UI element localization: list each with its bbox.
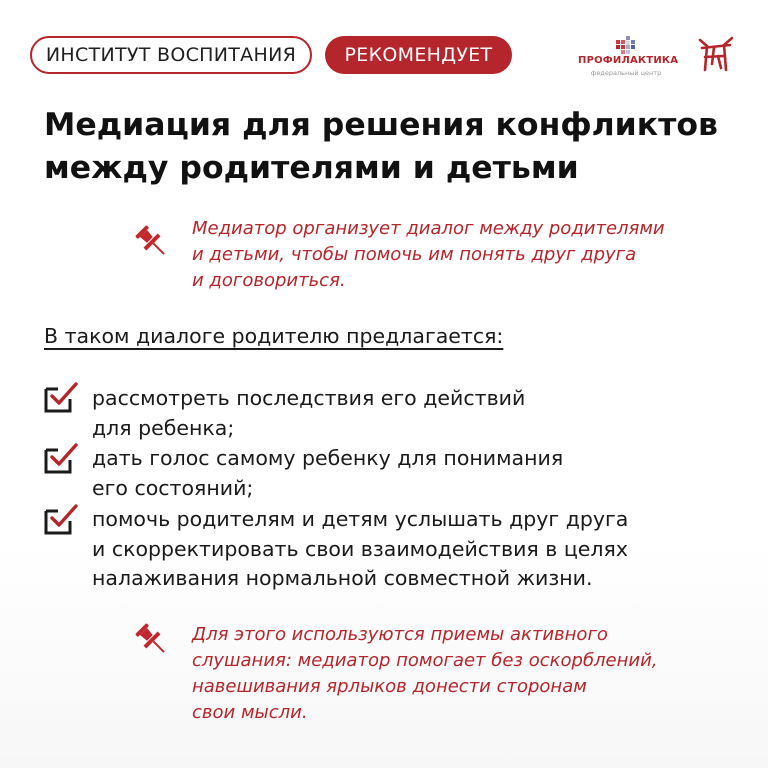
institute-tag-label: ИНСТИТУТ ВОСПИТАНИЯ <box>45 44 297 66</box>
recommends-tag <box>325 36 512 74</box>
logo-grid-icon <box>616 36 638 54</box>
page-title-text: Медиация для решения конфликтов между родителями и детьми <box>44 107 718 186</box>
recommends-tag-label: РЕКОМЕНДУЕТ <box>344 44 493 66</box>
chair-emblem-icon <box>694 34 738 76</box>
checkbox-icon <box>44 503 78 535</box>
note-bottom: Для этого используются приемы активного слушания: медиатор помогает без оскорблений, навешивания ярлыков донести сторонам свои мысли. <box>192 624 658 723</box>
note-top: Медиатор организует диалог между родителями и детьми, чтобы помочь им понять друг друга и договориться. <box>192 218 665 291</box>
logo-title: ПРОФИЛАКТИКА <box>578 55 679 66</box>
checkbox-icon <box>44 381 78 413</box>
list-item: дать голос самому ребенку для понимания его состояний; <box>92 446 564 500</box>
pushpin-icon <box>132 620 172 660</box>
profilaktika-logo <box>578 36 679 80</box>
institute-tag <box>30 36 312 74</box>
dialog-subtitle: В таком диалоге родителю предлагается: <box>44 324 504 348</box>
list-item: помочь родителям и детям услышать друг друга и скорректировать свои взаимодействия в целях налаживания нормальной совместной жизни. <box>92 507 629 590</box>
logo-subtitle: федеральный центр <box>590 69 662 77</box>
pushpin-icon <box>132 222 172 262</box>
list-item: рассмотреть последствия его действий для ребенка; <box>92 386 526 440</box>
page-title <box>44 104 744 190</box>
checkbox-icon <box>44 442 78 474</box>
